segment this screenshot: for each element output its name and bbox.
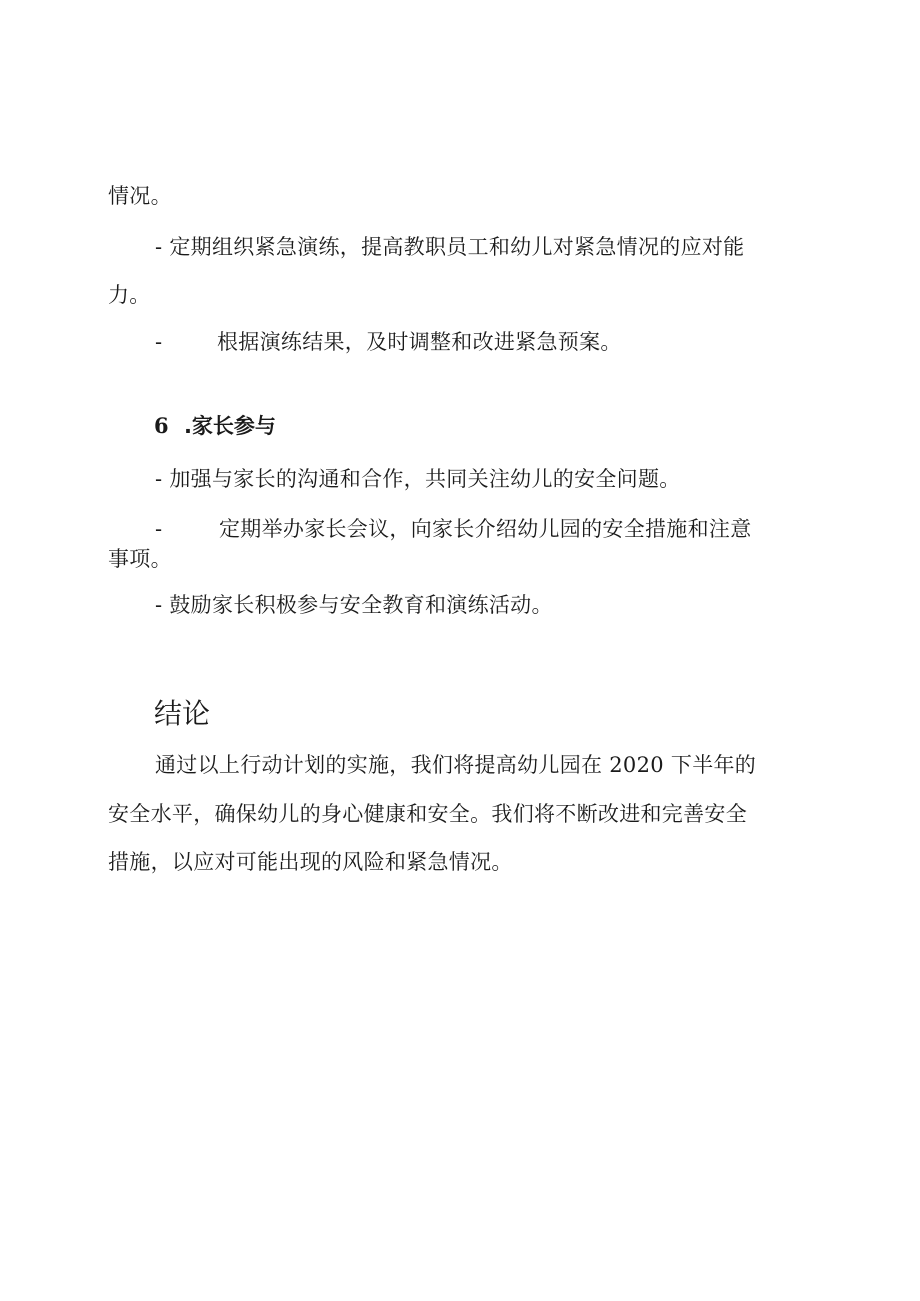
list-item-encourage: - 鼓励家长积极参与安全教育和演练活动。 xyxy=(155,593,553,617)
list-item-drill-line1: - 定期组织紧急演练，提高教职员工和幼儿对紧急情况的应对能 xyxy=(155,235,745,259)
section-number: 6 xyxy=(154,413,169,438)
list-item-adjust-text: 根据演练结果，及时调整和改进紧急预案。 xyxy=(217,330,622,354)
list-item-meeting-dash: - xyxy=(155,517,163,541)
conclusion-paragraph-line2: 安全水平，确保幼儿的身心健康和安全。我们将不断改进和完善安全 xyxy=(108,802,747,826)
list-item-drill-line2: 力。 xyxy=(108,283,151,307)
list-item-adjust-dash: - xyxy=(155,330,163,354)
list-item-meeting-line2: 事项。 xyxy=(108,547,172,571)
list-item-meeting-line1: 定期举办家长会议，向家长介绍幼儿园的安全措施和注意 xyxy=(219,517,752,541)
section-heading-parent-participation xyxy=(154,412,276,440)
conclusion-heading: 结论 xyxy=(154,697,211,730)
list-item-communication: - 加强与家长的沟通和合作，共同关注幼儿的安全问题。 xyxy=(155,467,681,491)
section-title: .家长参与 xyxy=(183,414,276,438)
conclusion-paragraph-line1: 通过以上行动计划的实施，我们将提高幼儿园在 2020 下半年的 xyxy=(155,753,757,777)
continuation-text: 情况。 xyxy=(108,184,172,208)
conclusion-paragraph-line3: 措施，以应对可能出现的风险和紧急情况。 xyxy=(108,850,513,874)
